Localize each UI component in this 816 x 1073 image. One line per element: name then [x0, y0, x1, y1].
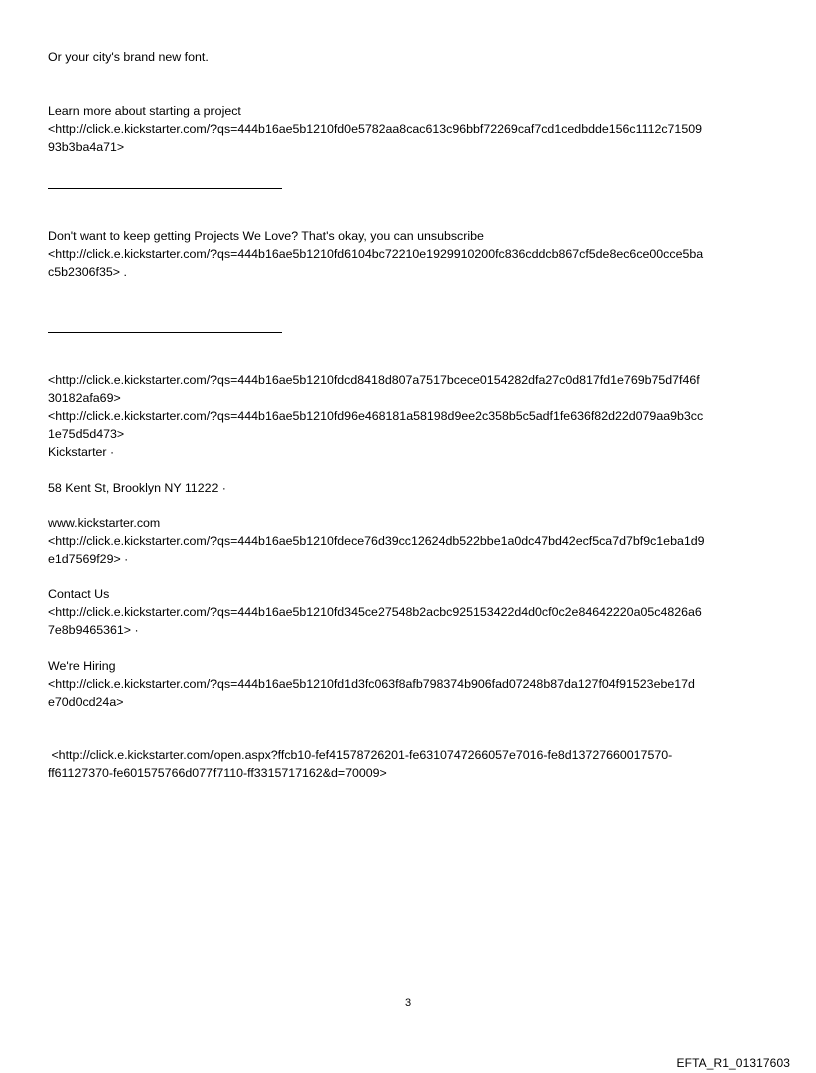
hiring-block: [48, 657, 778, 711]
footer-link-2[interactable]: <http://click.e.kickstarter.com/?qs=444b16ae5b1210fd96e468181a58198d9ee2c358b5c5adf1fe636f82d22d079aa9b3cc: [48, 409, 704, 423]
document-id: EFTA_R1_01317603: [676, 1056, 790, 1070]
company-name: Kickstarter ·: [48, 445, 115, 459]
unsubscribe-link-continued[interactable]: c5b2306f35> .: [48, 265, 127, 279]
footer-link-2-continued[interactable]: 1e75d5d473>: [48, 427, 125, 441]
hiring-label[interactable]: We're Hiring: [48, 659, 116, 673]
footer-links-block: [48, 371, 778, 461]
contact-block: [48, 585, 778, 639]
contact-us-label[interactable]: Contact Us: [48, 587, 110, 601]
footer-link-1[interactable]: <http://click.e.kickstarter.com/?qs=444b16ae5b1210fdcd8418d807a7517bcece0154282dfa27c0d817fd1e769b75d7f46f: [48, 373, 700, 387]
tracking-link[interactable]: <http://click.e.kickstarter.com/open.aspx?ffcb10-fef41578726201-fe6310747266057e7016-fe8d13727660017570-: [48, 748, 673, 762]
company-address: 58 Kent St, Brooklyn NY 11222 ·: [48, 481, 226, 495]
website-link-label[interactable]: www.kickstarter.com: [48, 516, 161, 530]
contact-us-link-continued[interactable]: 7e8b9465361> ·: [48, 623, 139, 637]
unsubscribe-link[interactable]: <http://click.e.kickstarter.com/?qs=444b16ae5b1210fd6104bc72210e1929910200fc836cddcb867cf5de8ec6ce00cce5ba: [48, 247, 704, 261]
tracking-link-continued[interactable]: ff61127370-fe601575766d077f7110-ff3315717162&d=70009>: [48, 766, 387, 780]
hiring-link-continued[interactable]: e70d0cd24a>: [48, 695, 124, 709]
hiring-link[interactable]: <http://click.e.kickstarter.com/?qs=444b16ae5b1210fd1d3fc063f8afb798374b906fad07248b87da127f04f91523ebe17d: [48, 677, 695, 691]
page-number: 3: [404, 997, 412, 1009]
footer-link-1-continued[interactable]: 30182afa69>: [48, 391, 121, 405]
address-block: [48, 479, 778, 497]
divider: [48, 332, 282, 333]
divider: [48, 188, 282, 189]
unsubscribe-block: [48, 227, 778, 281]
contact-us-link[interactable]: <http://click.e.kickstarter.com/?qs=444b16ae5b1210fd345ce27548b2acbc925153422d4d0cf0c2e84642220a05c4826a6: [48, 605, 702, 619]
learn-more-label: Learn more about starting a project: [48, 104, 241, 118]
learn-more-link-continued[interactable]: 93b3ba4a71>: [48, 140, 125, 154]
tracking-block: [48, 746, 778, 782]
learn-more-block: [48, 102, 778, 156]
website-block: [48, 514, 778, 568]
website-link[interactable]: <http://click.e.kickstarter.com/?qs=444b16ae5b1210fdece76d39cc12624db522bbe1a0dc47bd42ecf5ca7d7bf9c1eba1d9: [48, 534, 705, 548]
learn-more-link[interactable]: <http://click.e.kickstarter.com/?qs=444b16ae5b1210fd0e5782aa8cac613c96bbf72269caf7cd1cedbdde156c1112c71509: [48, 122, 702, 136]
website-link-continued[interactable]: e1d7569f29> ·: [48, 552, 129, 566]
unsubscribe-label: Don't want to keep getting Projects We Love? That's okay, you can unsubscribe: [48, 229, 484, 243]
intro-text-block: [48, 48, 778, 66]
intro-text: Or your city's brand new font.: [48, 50, 209, 64]
